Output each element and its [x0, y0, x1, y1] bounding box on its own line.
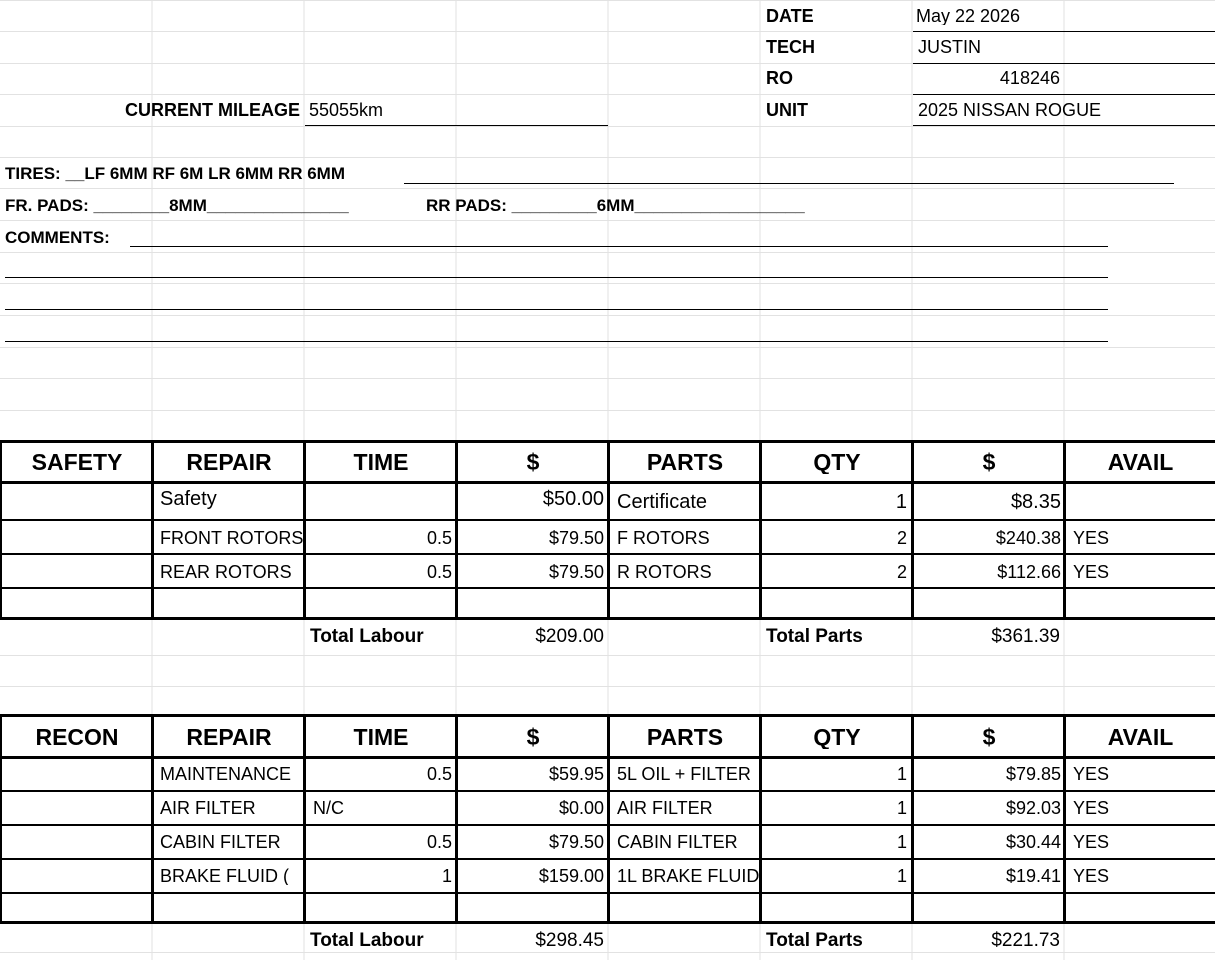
comments-line-3[interactable] [5, 309, 1108, 310]
safety-header-repair: REPAIR [186, 451, 272, 474]
recon-row-avail[interactable]: YES [1073, 833, 1110, 851]
comments-line-2[interactable] [5, 277, 1108, 278]
recon-header-repair: REPAIR [186, 726, 272, 749]
safety-header-parts: PARTS [646, 451, 724, 474]
recon-row-labour[interactable]: $59.95 [548, 765, 604, 783]
ro-label: RO [766, 69, 793, 87]
date-label: DATE [766, 7, 814, 25]
recon-row-qty[interactable]: 1 [896, 867, 907, 885]
safety-row-time[interactable]: 0.5 [426, 529, 452, 547]
recon-row-repair[interactable]: CABIN FILTER [160, 833, 281, 851]
recon-row-avail[interactable]: YES [1073, 799, 1110, 817]
tech-value[interactable]: JUSTIN [918, 38, 981, 56]
recon-row-price[interactable]: $92.03 [1005, 799, 1061, 817]
safety-row-repair[interactable]: FRONT ROTORS [160, 529, 303, 547]
safety-row-labour[interactable]: $50.00 [542, 489, 604, 509]
safety-total-labour-value: $209.00 [535, 627, 604, 646]
safety-row-qty[interactable]: 2 [896, 529, 907, 547]
recon-total-labour-label: Total Labour [310, 931, 424, 950]
safety-header-time: TIME [353, 451, 409, 474]
recon-total-parts-label: Total Parts [766, 931, 863, 950]
recon-header-parts-dollars: $ [982, 726, 996, 749]
date-value[interactable]: May 22 2026 [916, 7, 1021, 25]
safety-row-avail[interactable]: YES [1073, 529, 1110, 547]
recon-row-qty[interactable]: 1 [896, 765, 907, 783]
mileage-label: CURRENT MILEAGE [125, 101, 300, 119]
unit-value[interactable]: 2025 NISSAN ROGUE [918, 101, 1102, 119]
tires-line[interactable]: TIRES: __LF 6MM RF 6M LR 6MM RR 6MM [5, 165, 346, 182]
safety-row-price[interactable]: $112.66 [997, 563, 1061, 581]
recon-row-price[interactable]: $79.85 [1005, 765, 1061, 783]
recon-row-repair[interactable]: MAINTENANCE [160, 765, 292, 783]
safety-header-section: SAFETY [31, 451, 123, 474]
safety-row-repair[interactable]: Safety [160, 489, 217, 509]
safety-row-part[interactable]: F ROTORS [617, 529, 710, 547]
safety-header-labour-dollars: $ [526, 451, 540, 474]
recon-row-labour[interactable]: $159.00 [538, 867, 604, 885]
recon-header-labour-dollars: $ [526, 726, 540, 749]
safety-header-qty: QTY [813, 451, 861, 474]
safety-row-part[interactable]: R ROTORS [617, 563, 712, 581]
recon-row-avail[interactable]: YES [1073, 867, 1110, 885]
safety-row-price[interactable]: $240.38 [995, 529, 1061, 547]
tech-label: TECH [766, 38, 815, 56]
recon-row-price[interactable]: $19.41 [1005, 867, 1061, 885]
safety-row-avail[interactable]: YES [1073, 563, 1110, 581]
recon-header-section: RECON [35, 726, 119, 749]
recon-row-time[interactable]: 1 [441, 867, 452, 885]
safety-row-time[interactable]: 0.5 [426, 563, 452, 581]
recon-total-labour-value: $298.45 [535, 931, 604, 950]
recon-total-parts-value: $221.73 [991, 931, 1060, 950]
recon-row-time[interactable]: 0.5 [426, 833, 452, 851]
safety-total-parts-label: Total Parts [766, 627, 863, 646]
front-pads-line[interactable]: FR. PADS: ________8MM_______________ [5, 197, 349, 214]
recon-row-time[interactable]: 0.5 [426, 765, 452, 783]
recon-row-qty[interactable]: 1 [896, 833, 907, 851]
safety-row-labour[interactable]: $79.50 [548, 529, 604, 547]
recon-row-qty[interactable]: 1 [896, 799, 907, 817]
comments-line-4[interactable] [5, 341, 1108, 342]
ro-value[interactable]: 418246 [999, 69, 1060, 87]
mileage-value[interactable]: 55055km [309, 101, 384, 119]
rear-pads-line[interactable]: RR PADS: _________6MM__________________ [426, 197, 805, 214]
recon-row-part[interactable]: CABIN FILTER [617, 833, 738, 851]
recon-header-time: TIME [353, 726, 409, 749]
comments-line-1[interactable] [130, 246, 1108, 247]
safety-row-repair[interactable]: REAR ROTORS [160, 563, 292, 581]
recon-row-labour[interactable]: $79.50 [548, 833, 604, 851]
recon-row-labour[interactable]: $0.00 [558, 799, 604, 817]
recon-row-time[interactable]: N/C [313, 799, 344, 817]
recon-header-parts: PARTS [646, 726, 724, 749]
recon-row-part[interactable]: 1L BRAKE FLUID [617, 867, 759, 885]
safety-total-parts-value: $361.39 [991, 627, 1060, 646]
recon-header-qty: QTY [813, 726, 861, 749]
recon-row-repair[interactable]: BRAKE FLUID ( [160, 867, 290, 885]
comments-label: COMMENTS: [5, 229, 110, 246]
safety-row-labour[interactable]: $79.50 [548, 563, 604, 581]
recon-row-repair[interactable]: AIR FILTER [160, 799, 256, 817]
recon-row-price[interactable]: $30.44 [1005, 833, 1061, 851]
recon-row-part[interactable]: 5L OIL + FILTER [617, 765, 751, 783]
safety-total-labour-label: Total Labour [310, 627, 424, 646]
recon-row-part[interactable]: AIR FILTER [617, 799, 713, 817]
safety-row-part[interactable]: Certificate [617, 492, 708, 512]
safety-header-avail: AVAIL [1107, 451, 1174, 474]
safety-header-parts-dollars: $ [982, 451, 996, 474]
safety-row-price[interactable]: $8.35 [1010, 492, 1061, 512]
safety-row-qty[interactable]: 2 [896, 563, 907, 581]
unit-label: UNIT [766, 101, 808, 119]
recon-header-avail: AVAIL [1107, 726, 1174, 749]
recon-row-avail[interactable]: YES [1073, 765, 1110, 783]
safety-row-qty[interactable]: 1 [895, 492, 907, 512]
